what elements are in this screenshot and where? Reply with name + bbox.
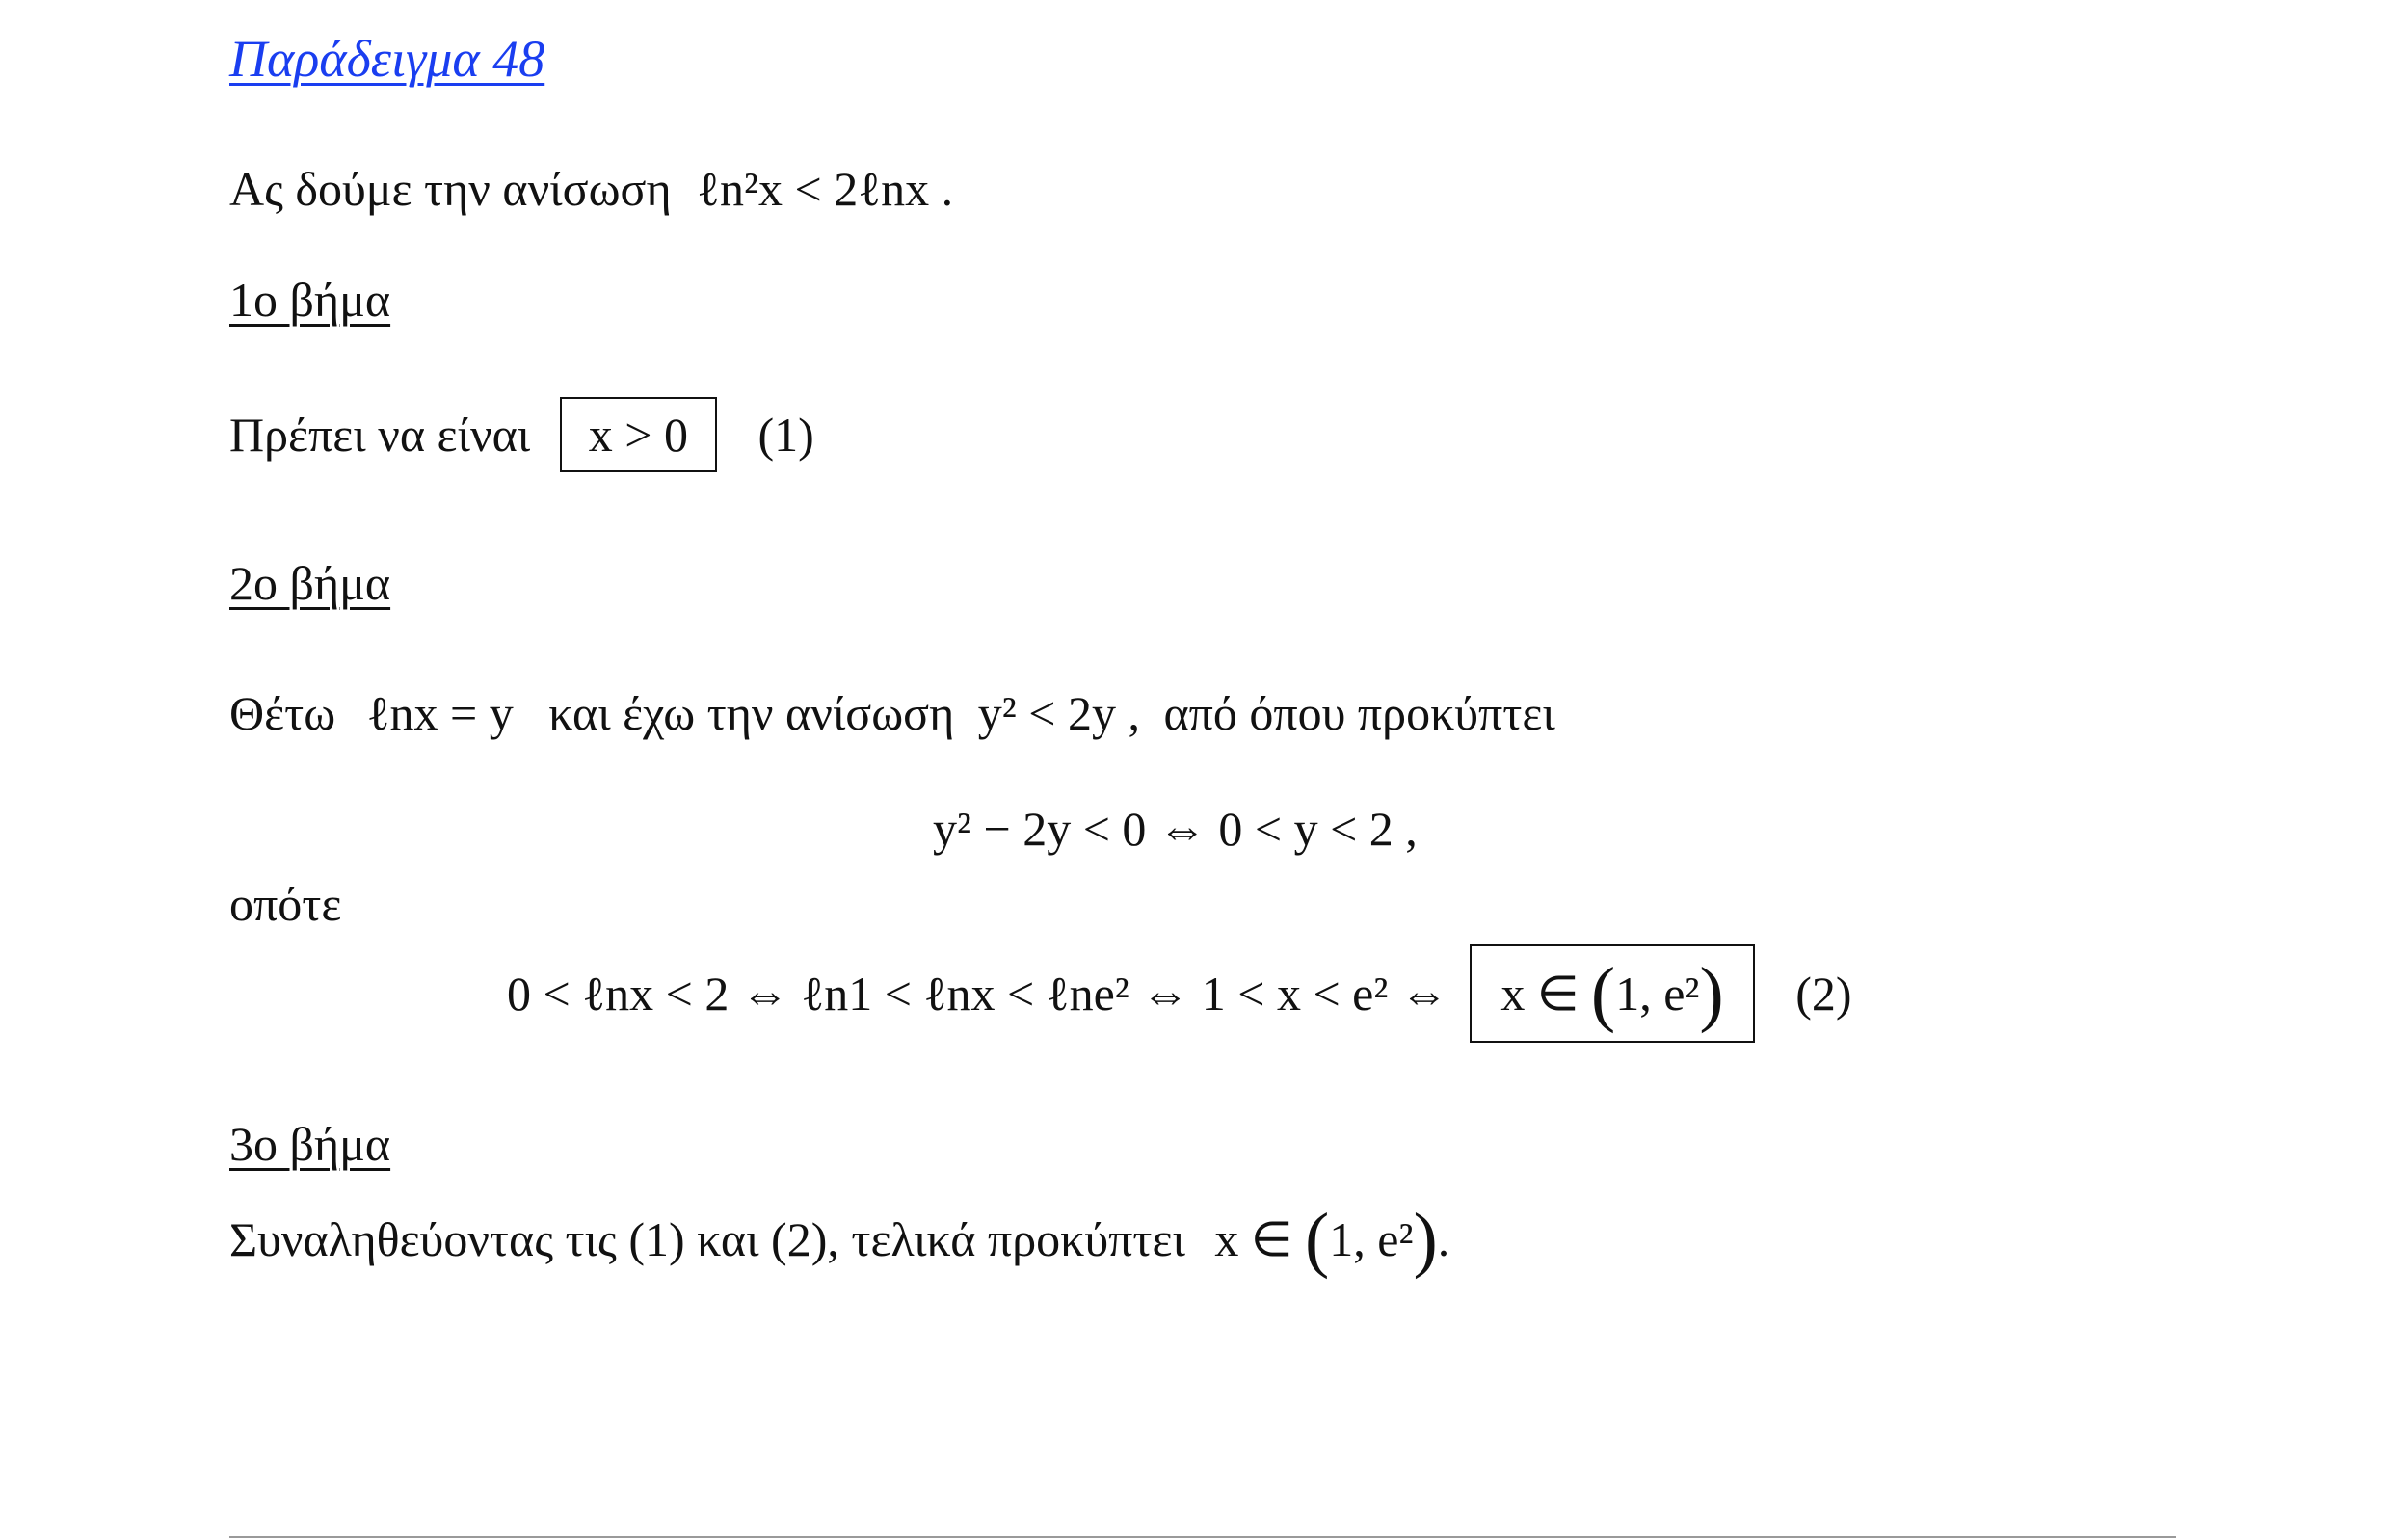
step1-line: [229, 397, 814, 472]
step2-derivation: y² − 2y < 0 ⇔ 0 < y < 2 ,: [933, 802, 1418, 856]
step2-heading: 2ο βήμα: [229, 556, 391, 610]
step2-ref: (2): [1795, 967, 1852, 1021]
right-paren-glyph: ): [1699, 953, 1724, 1034]
step2-text-a: Θέτω: [229, 686, 336, 740]
step3-heading: 3ο βήμα: [229, 1117, 391, 1171]
step1-boxed-condition: x > 0: [560, 397, 717, 472]
step2-text-b: και έχω την ανίσωση: [548, 686, 955, 740]
intro-text: Ας δούμε την ανίσωση: [229, 162, 672, 216]
step3-expr-prefix: x ∈: [1214, 1212, 1293, 1266]
footer-divider: [229, 1536, 2176, 1538]
step2-ofote: οπότε: [229, 877, 342, 931]
step3-interval: 1, e²: [1329, 1212, 1414, 1266]
left-paren-glyph: (: [1590, 953, 1616, 1034]
step3-text: Συναληθεύοντας τις (1) και (2), τελικά προκύπτει: [229, 1212, 1185, 1266]
left-paren-glyph: (: [1304, 1199, 1330, 1280]
step2-interval: 1, e²: [1615, 967, 1700, 1021]
step2-boxed-prefix: x ∈: [1500, 967, 1580, 1021]
intro-inequality: ℓn²x < 2ℓnx .: [697, 162, 954, 216]
step2-log-chain: [507, 944, 1852, 1043]
step2-boxed-interval: [1470, 944, 1754, 1043]
step2-quadratic-inequality: y² < 2y ,: [977, 686, 1140, 740]
step2-text-c: από όπου προκύπτει: [1163, 686, 1555, 740]
step2-log-chain-text: 0 < ℓnx < 2 ⇔ ℓn1 < ℓnx < ℓne² ⇔ 1 < x < e² ⇔: [507, 967, 1448, 1021]
intro-line: [229, 160, 953, 218]
step1-ref: (1): [757, 408, 814, 462]
step1-heading: 1ο βήμα: [229, 273, 391, 327]
step3-period: .: [1437, 1212, 1450, 1266]
example-title-link[interactable]: Παράδειγμα 48: [229, 30, 545, 88]
step1-text: Πρέπει να είναι: [229, 408, 531, 462]
step3-line: [229, 1199, 1450, 1280]
step2-line1: [229, 684, 1555, 742]
step2-substitution: ℓnx = y: [366, 686, 514, 740]
right-paren-glyph: ): [1413, 1199, 1438, 1280]
